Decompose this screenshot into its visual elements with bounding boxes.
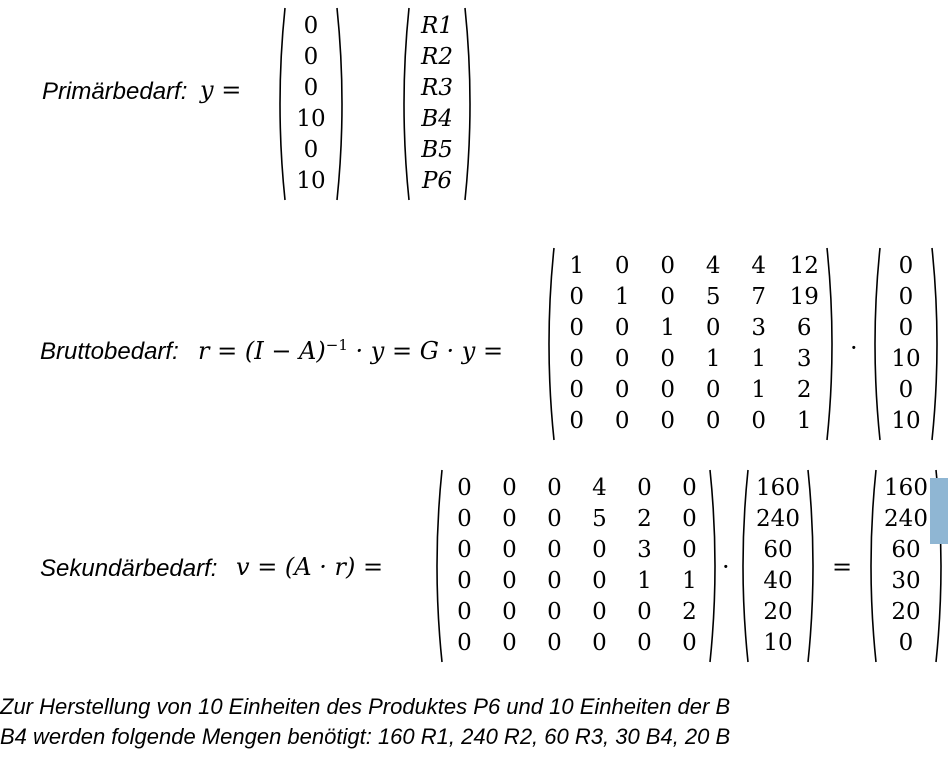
- matrix-cell: 2: [637, 506, 652, 532]
- matrix-cell: 240: [756, 506, 800, 532]
- right-paren: [930, 246, 944, 442]
- matrix-cell: 0: [898, 630, 914, 656]
- right-paren: [463, 6, 477, 202]
- matrix-cell: 0: [457, 537, 472, 563]
- matrix-cell: 0: [502, 630, 517, 656]
- matrix-cell: 60: [763, 537, 793, 563]
- matrix-cell: 0: [502, 506, 517, 532]
- matrix-cell: 0: [502, 537, 517, 563]
- matrix-cell: 0: [705, 408, 721, 434]
- matrix-cell: 0: [614, 377, 630, 403]
- matrix-cell: 0: [592, 537, 607, 563]
- matrix-cell: 160: [756, 475, 800, 501]
- matrix-cell: 0: [502, 568, 517, 594]
- matrix-cell: 0: [614, 315, 630, 341]
- matrix-cell: 40: [763, 568, 793, 594]
- matrix-cell: 0: [705, 377, 721, 403]
- matrix-cell: 0: [547, 537, 562, 563]
- matrix-cell: 0: [898, 284, 914, 310]
- matrix-cell: 1: [660, 315, 676, 341]
- brutto-vector: [868, 246, 944, 442]
- matrix-cell: 0: [457, 506, 472, 532]
- matrix-cell: 0: [637, 599, 652, 625]
- matrix-cell: 5: [592, 506, 607, 532]
- matrix-cell: 0: [898, 253, 914, 279]
- matrix-cell: 0: [547, 568, 562, 594]
- matrix-cell: 19: [789, 284, 819, 310]
- matrix-cell: 160: [884, 475, 928, 501]
- matrix-cell: 0: [502, 599, 517, 625]
- matrix-cell: 4: [592, 475, 607, 501]
- matrix-cell: B4: [421, 106, 453, 132]
- matrix-cell: 0: [637, 475, 652, 501]
- matrix-cell: B5: [421, 137, 453, 163]
- text-line-1: Zur Herstellung von 10 Einheiten des Produktes P6 und 10 Einheiten der B: [0, 694, 731, 719]
- matrix-cell: 0: [569, 315, 585, 341]
- matrix-cell: 0: [457, 568, 472, 594]
- matrix-cell: 0: [303, 137, 319, 163]
- matrix-cell: 0: [592, 568, 607, 594]
- matrix-cell: 0: [547, 599, 562, 625]
- primary-vector: [273, 6, 349, 202]
- primary-names-vector: [397, 6, 477, 202]
- matrix-cell: 0: [569, 377, 585, 403]
- matrix-cell: 1: [751, 346, 767, 372]
- matrix-cell: 0: [457, 630, 472, 656]
- matrix-cell: 0: [569, 408, 585, 434]
- matrix-cell: 1: [751, 377, 767, 403]
- matrix-cell: 3: [751, 315, 767, 341]
- matrix-cell: 5: [705, 284, 721, 310]
- matrix-cell: 0: [614, 253, 630, 279]
- right-paren: [825, 246, 839, 442]
- matrix-cell: 1: [796, 408, 812, 434]
- matrix-cell: 0: [303, 44, 319, 70]
- matrix-cell: 0: [592, 630, 607, 656]
- selection-highlight: [930, 478, 948, 544]
- matrix-cell: 0: [660, 377, 676, 403]
- matrix-cell: 7: [751, 284, 767, 310]
- matrix-cell: 0: [898, 377, 914, 403]
- matrix-cell: 0: [637, 630, 652, 656]
- matrix-cell: 0: [457, 599, 472, 625]
- matrix-cell: 2: [682, 599, 697, 625]
- matrix-cell: 0: [682, 475, 697, 501]
- matrix-cell: 3: [796, 346, 812, 372]
- matrix-cell: 4: [751, 253, 767, 279]
- matrix-cell: 0: [682, 537, 697, 563]
- matrix-cell: 0: [751, 408, 767, 434]
- matrix-cell: 1: [569, 253, 585, 279]
- sekundaer-dot: ·: [722, 553, 730, 581]
- matrix-cell: R3: [421, 75, 453, 101]
- matrix-cell: 1: [637, 568, 652, 594]
- brutto-equation: $r = (I - A)^{-1} \cdot y = G \cdot y$ =: [198, 336, 504, 365]
- brutto-label: Bruttobedarf:: [40, 338, 179, 365]
- matrix-cell: 1: [614, 284, 630, 310]
- matrix-cell: 20: [763, 599, 793, 625]
- matrix-cell: 0: [682, 630, 697, 656]
- matrix-cell: 0: [547, 506, 562, 532]
- matrix-cell: 0: [898, 315, 914, 341]
- matrix-cell: 0: [614, 346, 630, 372]
- matrix-cell: 12: [789, 253, 819, 279]
- matrix-cell: 0: [569, 284, 585, 310]
- matrix-cell: 0: [614, 408, 630, 434]
- matrix-cell: 0: [660, 346, 676, 372]
- matrix-cell: 60: [891, 537, 921, 563]
- matrix-cell: 4: [705, 253, 721, 279]
- matrix-cell: 10: [891, 346, 921, 372]
- brutto-dot: ·: [850, 334, 858, 362]
- matrix-cell: 0: [303, 13, 319, 39]
- matrix-cell: 0: [705, 315, 721, 341]
- sekundaer-vector: [736, 468, 820, 664]
- primary-equation: y =: [200, 76, 242, 104]
- matrix-cell: 20: [891, 599, 921, 625]
- matrix-cell: 0: [569, 346, 585, 372]
- matrix-cell: 3: [637, 537, 652, 563]
- matrix-cell: 2: [796, 377, 812, 403]
- text-line-2: B4 werden folgende Mengen benötigt: 160 R1, 240 R2, 60 R3, 30 B4, 20 B: [0, 724, 731, 749]
- matrix-cell: 30: [891, 568, 921, 594]
- matrix-cell: 10: [891, 408, 921, 434]
- sekundaer-matrix: [430, 468, 722, 664]
- matrix-cell: 10: [763, 630, 793, 656]
- matrix-cell: 0: [303, 75, 319, 101]
- matrix-cell: 0: [660, 284, 676, 310]
- matrix-cell: 1: [682, 568, 697, 594]
- matrix-cell: 240: [884, 506, 928, 532]
- matrix-cell: 0: [592, 599, 607, 625]
- matrix-cell: 0: [547, 475, 562, 501]
- matrix-cell: 10: [296, 106, 326, 132]
- matrix-cell: 1: [705, 346, 721, 372]
- matrix-cell: R2: [421, 44, 453, 70]
- matrix-cell: 6: [796, 315, 812, 341]
- matrix-cell: 0: [547, 630, 562, 656]
- right-paren: [806, 468, 820, 664]
- matrix-cell: R1: [421, 13, 453, 39]
- matrix-cell: 0: [660, 408, 676, 434]
- brutto-matrix: [542, 246, 839, 442]
- matrix-cell: 0: [457, 475, 472, 501]
- matrix-cell: 0: [502, 475, 517, 501]
- sekundaer-equals: =: [832, 553, 853, 581]
- right-paren: [335, 6, 349, 202]
- matrix-cell: 0: [660, 253, 676, 279]
- matrix-cell: P6: [421, 168, 453, 194]
- sekundaer-label: Sekundärbedarf:: [40, 555, 218, 582]
- sekundaer-equation: v = (A · r) =: [236, 553, 384, 581]
- matrix-cell: 0: [682, 506, 697, 532]
- matrix-cell: 10: [296, 168, 326, 194]
- primary-label: Primärbedarf:: [42, 78, 188, 105]
